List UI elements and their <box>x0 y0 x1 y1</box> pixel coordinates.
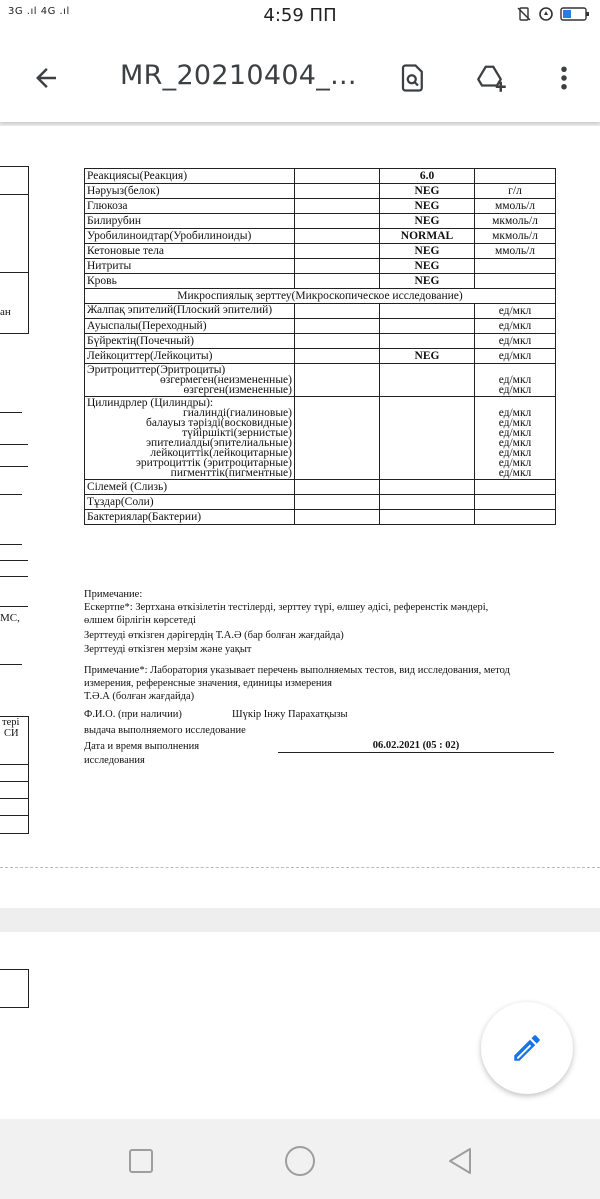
test-unit: ммоль/л <box>475 244 556 259</box>
left-line <box>0 544 22 545</box>
table-row <box>85 169 556 184</box>
erythro-sub: өзгерген(измененные) <box>183 384 292 396</box>
test-unit <box>475 169 556 184</box>
test-value: NEG <box>380 349 475 364</box>
left-line <box>0 412 22 413</box>
test-name: Ауыспалы(Переходный) <box>85 319 295 334</box>
home-button[interactable] <box>280 1141 320 1181</box>
test-name: Бактериялар(Бактерии) <box>85 510 295 525</box>
table-row <box>85 349 556 364</box>
fragment-text: МС, <box>0 612 20 624</box>
table-row <box>85 304 556 319</box>
table-row <box>85 495 556 510</box>
note-line: Т.Ә.А (болған жағдайда) <box>84 691 195 702</box>
test-name: Глюкоза <box>85 199 295 214</box>
triangle-back-icon <box>446 1146 474 1176</box>
note-line: Зерттеуді өткізген мерзім және уақыт <box>84 644 252 655</box>
left-line <box>0 798 28 799</box>
left-table-line <box>0 272 28 273</box>
fio-label: Ф.И.О. (при наличии) <box>84 709 182 720</box>
cylinder-item: лейкоциттік(лейкоцитарные) <box>150 447 292 459</box>
test-value: 6.0 <box>380 169 475 184</box>
test-unit: ед/мкл <box>475 349 556 364</box>
table-row <box>85 319 556 334</box>
cylinder-item: эритроциттік (эритроцитарные) <box>135 457 292 469</box>
edit-button[interactable] <box>481 1002 573 1094</box>
test-name: Тұздар(Соли) <box>85 495 295 510</box>
erythro-sub: өзгермеген(неизмененные) <box>160 374 292 386</box>
note-line: Ескертпе*: Зертхана өткізілетін тестілерді, зерттеу түрі, өлшеу әдісі, референстік мәндері, <box>84 602 489 613</box>
page-divider <box>0 867 600 868</box>
table-row <box>85 244 556 259</box>
test-name: Нәруыз(белок) <box>85 184 295 199</box>
test-unit: ед/мкл <box>498 407 532 419</box>
recents-button[interactable] <box>121 1141 161 1181</box>
table-row <box>85 510 556 525</box>
test-name: Лейкоциттер(Лейкоциты) <box>85 349 295 364</box>
note-line: өлшем бірлігін көрсетеді <box>84 615 196 626</box>
note-line: измерения, референсные значения, единицы измерения <box>84 678 332 689</box>
table-row <box>85 334 556 349</box>
fragment-text: СИ <box>4 728 19 739</box>
document-title: MR_20210404_... <box>120 60 357 91</box>
table-row <box>85 364 556 397</box>
back-nav-button[interactable] <box>440 1141 480 1181</box>
left-line <box>0 664 22 665</box>
test-name: Кровь <box>85 274 295 289</box>
test-name: Реакциясы(Реакция) <box>85 169 295 184</box>
battery-icon <box>560 6 590 26</box>
test-unit: ед/мкл <box>498 437 532 449</box>
test-name: Бүйректің(Почечный) <box>85 334 295 349</box>
note-line: Примечание*: Лаборатория указывает перечень выполняемых тестов, вид исследования, метод <box>84 665 510 676</box>
left-line <box>0 444 28 445</box>
test-value: NEG <box>380 214 475 229</box>
pdf-viewer[interactable] <box>0 122 600 1119</box>
section-header-row <box>85 289 556 304</box>
date-label: Дата и время выполнения <box>84 741 200 752</box>
system-nav-bar <box>0 1119 600 1199</box>
test-value: NEG <box>380 274 475 289</box>
table-row <box>85 229 556 244</box>
test-name: Нитриты <box>85 259 295 274</box>
cylinders-title: Цилиндрлер (Цилиндры): <box>87 397 214 409</box>
test-unit: ед/мкл <box>475 319 556 334</box>
test-value: NEG <box>380 184 475 199</box>
left-line <box>0 576 28 577</box>
clock: 4:59 ПП <box>263 5 337 26</box>
search-document-icon <box>398 63 428 93</box>
fio-value: Шүкір Інжу Парахатқызы <box>232 709 348 720</box>
fragment-text: тері <box>2 717 20 728</box>
pencil-icon <box>510 1031 544 1065</box>
test-unit: ед/мкл <box>498 384 532 396</box>
cylinder-item: пигменттік(пигментные) <box>170 467 292 479</box>
circle-icon <box>284 1145 316 1177</box>
test-name: Билирубин <box>85 214 295 229</box>
square-icon <box>128 1148 154 1174</box>
table-row <box>85 214 556 229</box>
back-button[interactable] <box>26 58 66 98</box>
cylinder-item: эпителиалды(эпителиальные) <box>146 437 292 449</box>
test-unit: ед/мкл <box>498 447 532 459</box>
test-unit <box>475 259 556 274</box>
test-value: NEG <box>380 259 475 274</box>
add-to-drive-button[interactable] <box>472 58 512 98</box>
section-title: Микроспиялық зерттеу(Микроскопическое исследование) <box>85 289 556 304</box>
pdf-page <box>0 126 600 908</box>
table-row <box>85 274 556 289</box>
status-bar <box>0 0 600 32</box>
left-line <box>0 560 28 561</box>
left-line <box>0 815 28 816</box>
test-unit: г/л <box>475 184 556 199</box>
test-name: Кетоновые тела <box>85 244 295 259</box>
test-unit: ед/мкл <box>498 467 532 479</box>
test-value <box>380 319 475 334</box>
test-name: Жалпақ эпителий(Плоский эпителий) <box>85 304 295 319</box>
test-value: NEG <box>380 199 475 214</box>
table-row <box>85 397 556 480</box>
left-line <box>0 494 22 495</box>
test-name: Сілемей (Слизь) <box>85 480 295 495</box>
cylinder-item: гиалинді(гиалиновые) <box>183 407 292 419</box>
test-value <box>380 304 475 319</box>
table-row <box>85 184 556 199</box>
test-unit: ммоль/л <box>475 199 556 214</box>
cylinder-item: түйіршікті(зернистые) <box>182 427 292 439</box>
left-line <box>0 466 28 467</box>
left-line <box>0 764 28 765</box>
left-line <box>0 606 28 607</box>
more-options-button[interactable] <box>544 58 584 98</box>
test-unit: ед/мкл <box>498 374 532 386</box>
test-unit <box>475 274 556 289</box>
left-table-line <box>0 194 28 195</box>
table-row <box>85 259 556 274</box>
vibrate-icon <box>516 6 532 26</box>
date-label: исследования <box>84 755 145 766</box>
left-table-fragment <box>0 969 29 1008</box>
test-unit: ед/мкл <box>475 304 556 319</box>
test-value: NORMAL <box>380 229 475 244</box>
fragment-text: ан <box>0 306 11 318</box>
table-row <box>85 480 556 495</box>
more-vert-icon <box>554 63 574 93</box>
date-value: 06.02.2021 (05 : 02) <box>278 739 554 753</box>
test-unit: ед/мкл <box>475 334 556 349</box>
data-saver-icon <box>538 6 554 26</box>
note-line: Зерттеуді өткізген дәрігердің Т.А.Ә (бар болған жағдайда) <box>84 630 344 641</box>
test-unit: мкмоль/л <box>475 229 556 244</box>
signal-indicator: 3G .ıl 4G .ıl <box>8 6 70 17</box>
lab-results-table <box>84 168 556 525</box>
test-unit: ед/мкл <box>498 457 532 469</box>
test-unit: мкмоль/л <box>475 214 556 229</box>
test-value: NEG <box>380 244 475 259</box>
app-bar <box>0 32 600 122</box>
table-row <box>85 199 556 214</box>
test-name: Уробилиноидтар(Уробилиноиды) <box>85 229 295 244</box>
find-in-document-button[interactable] <box>393 58 433 98</box>
cylinder-item: балауыз тәрізді(восковидные) <box>146 417 292 429</box>
left-line <box>0 781 28 782</box>
add-to-drive-icon <box>475 63 509 93</box>
test-unit: ед/мкл <box>498 417 532 429</box>
erythro-title: Эритроциттер(Эритроциты) <box>87 364 226 376</box>
arrow-back-icon <box>31 63 61 93</box>
test-value <box>380 334 475 349</box>
note-line: Примечание: <box>84 589 143 600</box>
issued-label: выдача выполняемого исследование <box>84 725 246 736</box>
test-unit: ед/мкл <box>498 427 532 439</box>
